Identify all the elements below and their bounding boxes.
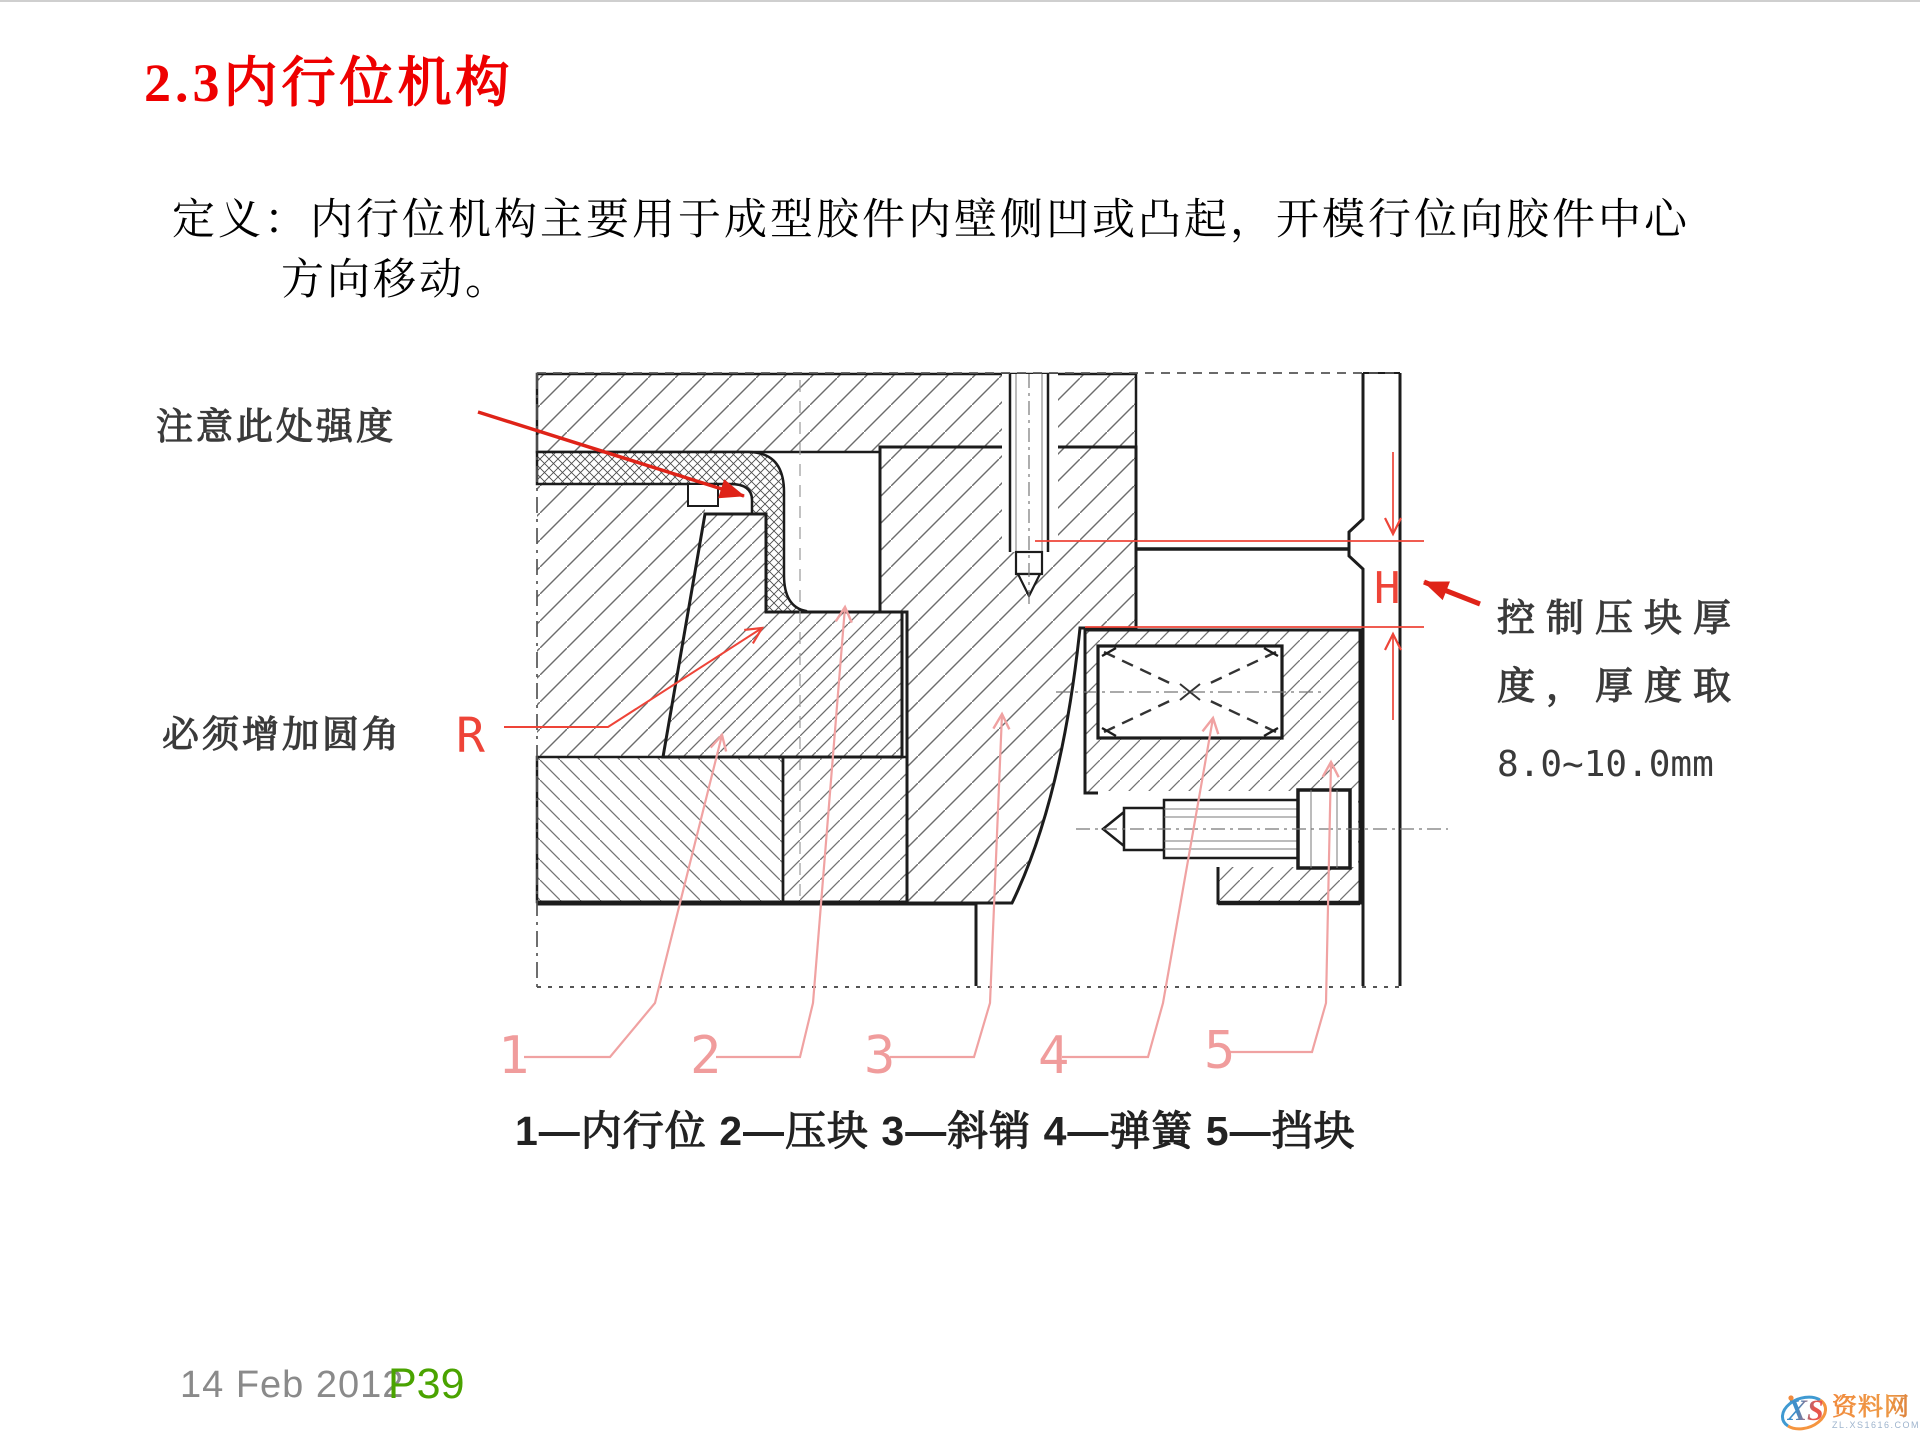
callout-number-2: 2 <box>690 1026 722 1086</box>
thickness-arrow <box>1424 582 1480 604</box>
watermark-xs-text: XS <box>1787 1394 1824 1427</box>
mold-section-linework <box>537 373 1400 986</box>
definition-line-2: 方向移动。 <box>281 257 511 304</box>
watermark-site-url: ZL.XS1616.COM <box>1832 1419 1920 1430</box>
diagram-caption: 1—内行位 2—压块 3—斜销 4—弹簧 5—挡块 <box>515 1108 1356 1154</box>
callout-number-4: 4 <box>1038 1026 1070 1086</box>
thickness-note <box>1497 585 1920 795</box>
slide-title: 2.3内行位机构 <box>144 53 514 113</box>
h-dim-label: H <box>1374 563 1401 614</box>
watermark-site-name: 资料网 <box>1832 1394 1920 1420</box>
note-fillet-label: 必须增加圆角 <box>162 714 402 755</box>
footer-date: 14 Feb 2012 <box>180 1364 405 1406</box>
callout-number-5: 5 <box>1204 1021 1236 1081</box>
callout-number-1: 1 <box>498 1026 530 1086</box>
fillet-r-symbol: R <box>456 708 485 764</box>
callout-number-3: 3 <box>864 1026 896 1086</box>
thickness-note-line-1: 控制压块厚 <box>1497 598 1743 640</box>
watermark-swoosh-icon <box>1778 1390 1830 1434</box>
page-number: P39 <box>388 1360 465 1408</box>
definition-line-1: 定义：内行位机构主要用于成型胶件内壁侧凹或凸起，开模行位向胶件中心 <box>172 197 1690 244</box>
note-strength-label: 注意此处强度 <box>156 406 396 447</box>
thickness-note-line-2: 度，厚度取 <box>1497 666 1743 708</box>
thickness-note-value: 8.0~10.0mm <box>1497 744 1714 785</box>
watermark-logo <box>1778 1390 1920 1440</box>
